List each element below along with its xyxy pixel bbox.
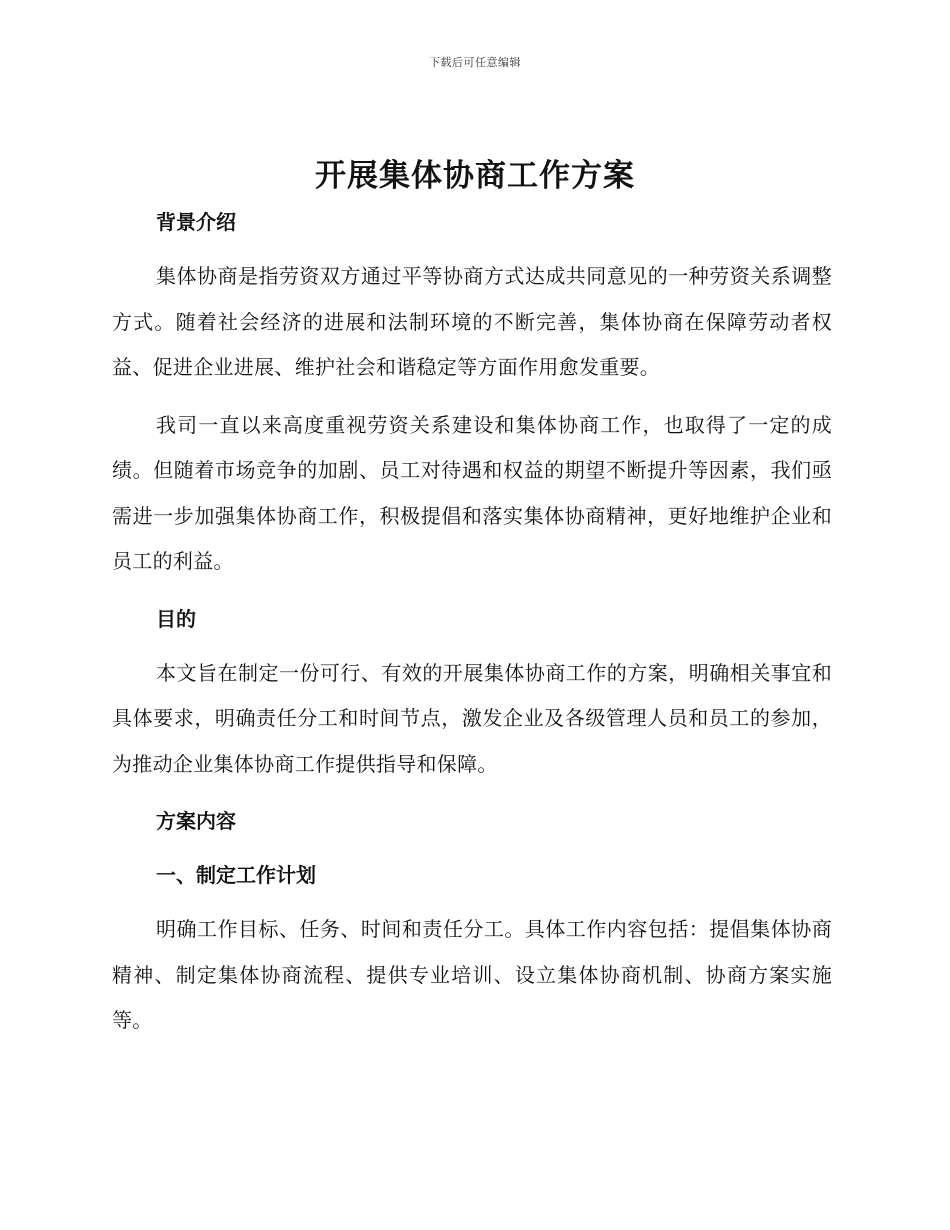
paragraph-purpose-1: 本文旨在制定一份可行、有效的开展集体协商工作的方案，明确相关事宜和具体要求，明确责任分工和时间节点，激发企业及各级管理人员和员工的参加，为推动企业集体协商工作提供指导和保障。 bbox=[112, 660, 832, 776]
section-heading-plan: 方案内容 bbox=[156, 809, 236, 833]
subsection-heading-work-plan: 一、制定工作计划 bbox=[156, 863, 316, 887]
header-note: 下载后可任意编辑 bbox=[429, 56, 521, 69]
paragraph-work-plan-1: 明确工作目标、任务、时间和责任分工。具体工作内容包括：提倡集体协商精神、制定集体协商流程、提供专业培训、设立集体协商机制、协商方案实施等。 bbox=[112, 917, 832, 1032]
section-heading-background: 背景介绍 bbox=[156, 210, 236, 234]
document-title: 开展集体协商工作方案 bbox=[315, 158, 635, 194]
section-heading-purpose: 目的 bbox=[156, 606, 196, 631]
paragraph-background-2: 我司一直以来高度重视劳资关系建设和集体协商工作，也取得了一定的成绩。但随着市场竞争的加剧、员工对待遇和权益的期望不断提升等因素，我们亟需进一步加强集体协商工作，积极提倡和落实集体协商精神，更好地维护企业和员工的利益。 bbox=[112, 412, 832, 573]
paragraph-background-1: 集体协商是指劳资双方通过平等协商方式达成共同意见的一种劳资关系调整方式。随着社会经济的进展和法制环境的不断完善，集体协商在保障劳动者权益、促进企业进展、维护社会和谐稳定等方面作用愈发重要。 bbox=[112, 264, 832, 379]
document-body bbox=[112, 200, 832, 1044]
